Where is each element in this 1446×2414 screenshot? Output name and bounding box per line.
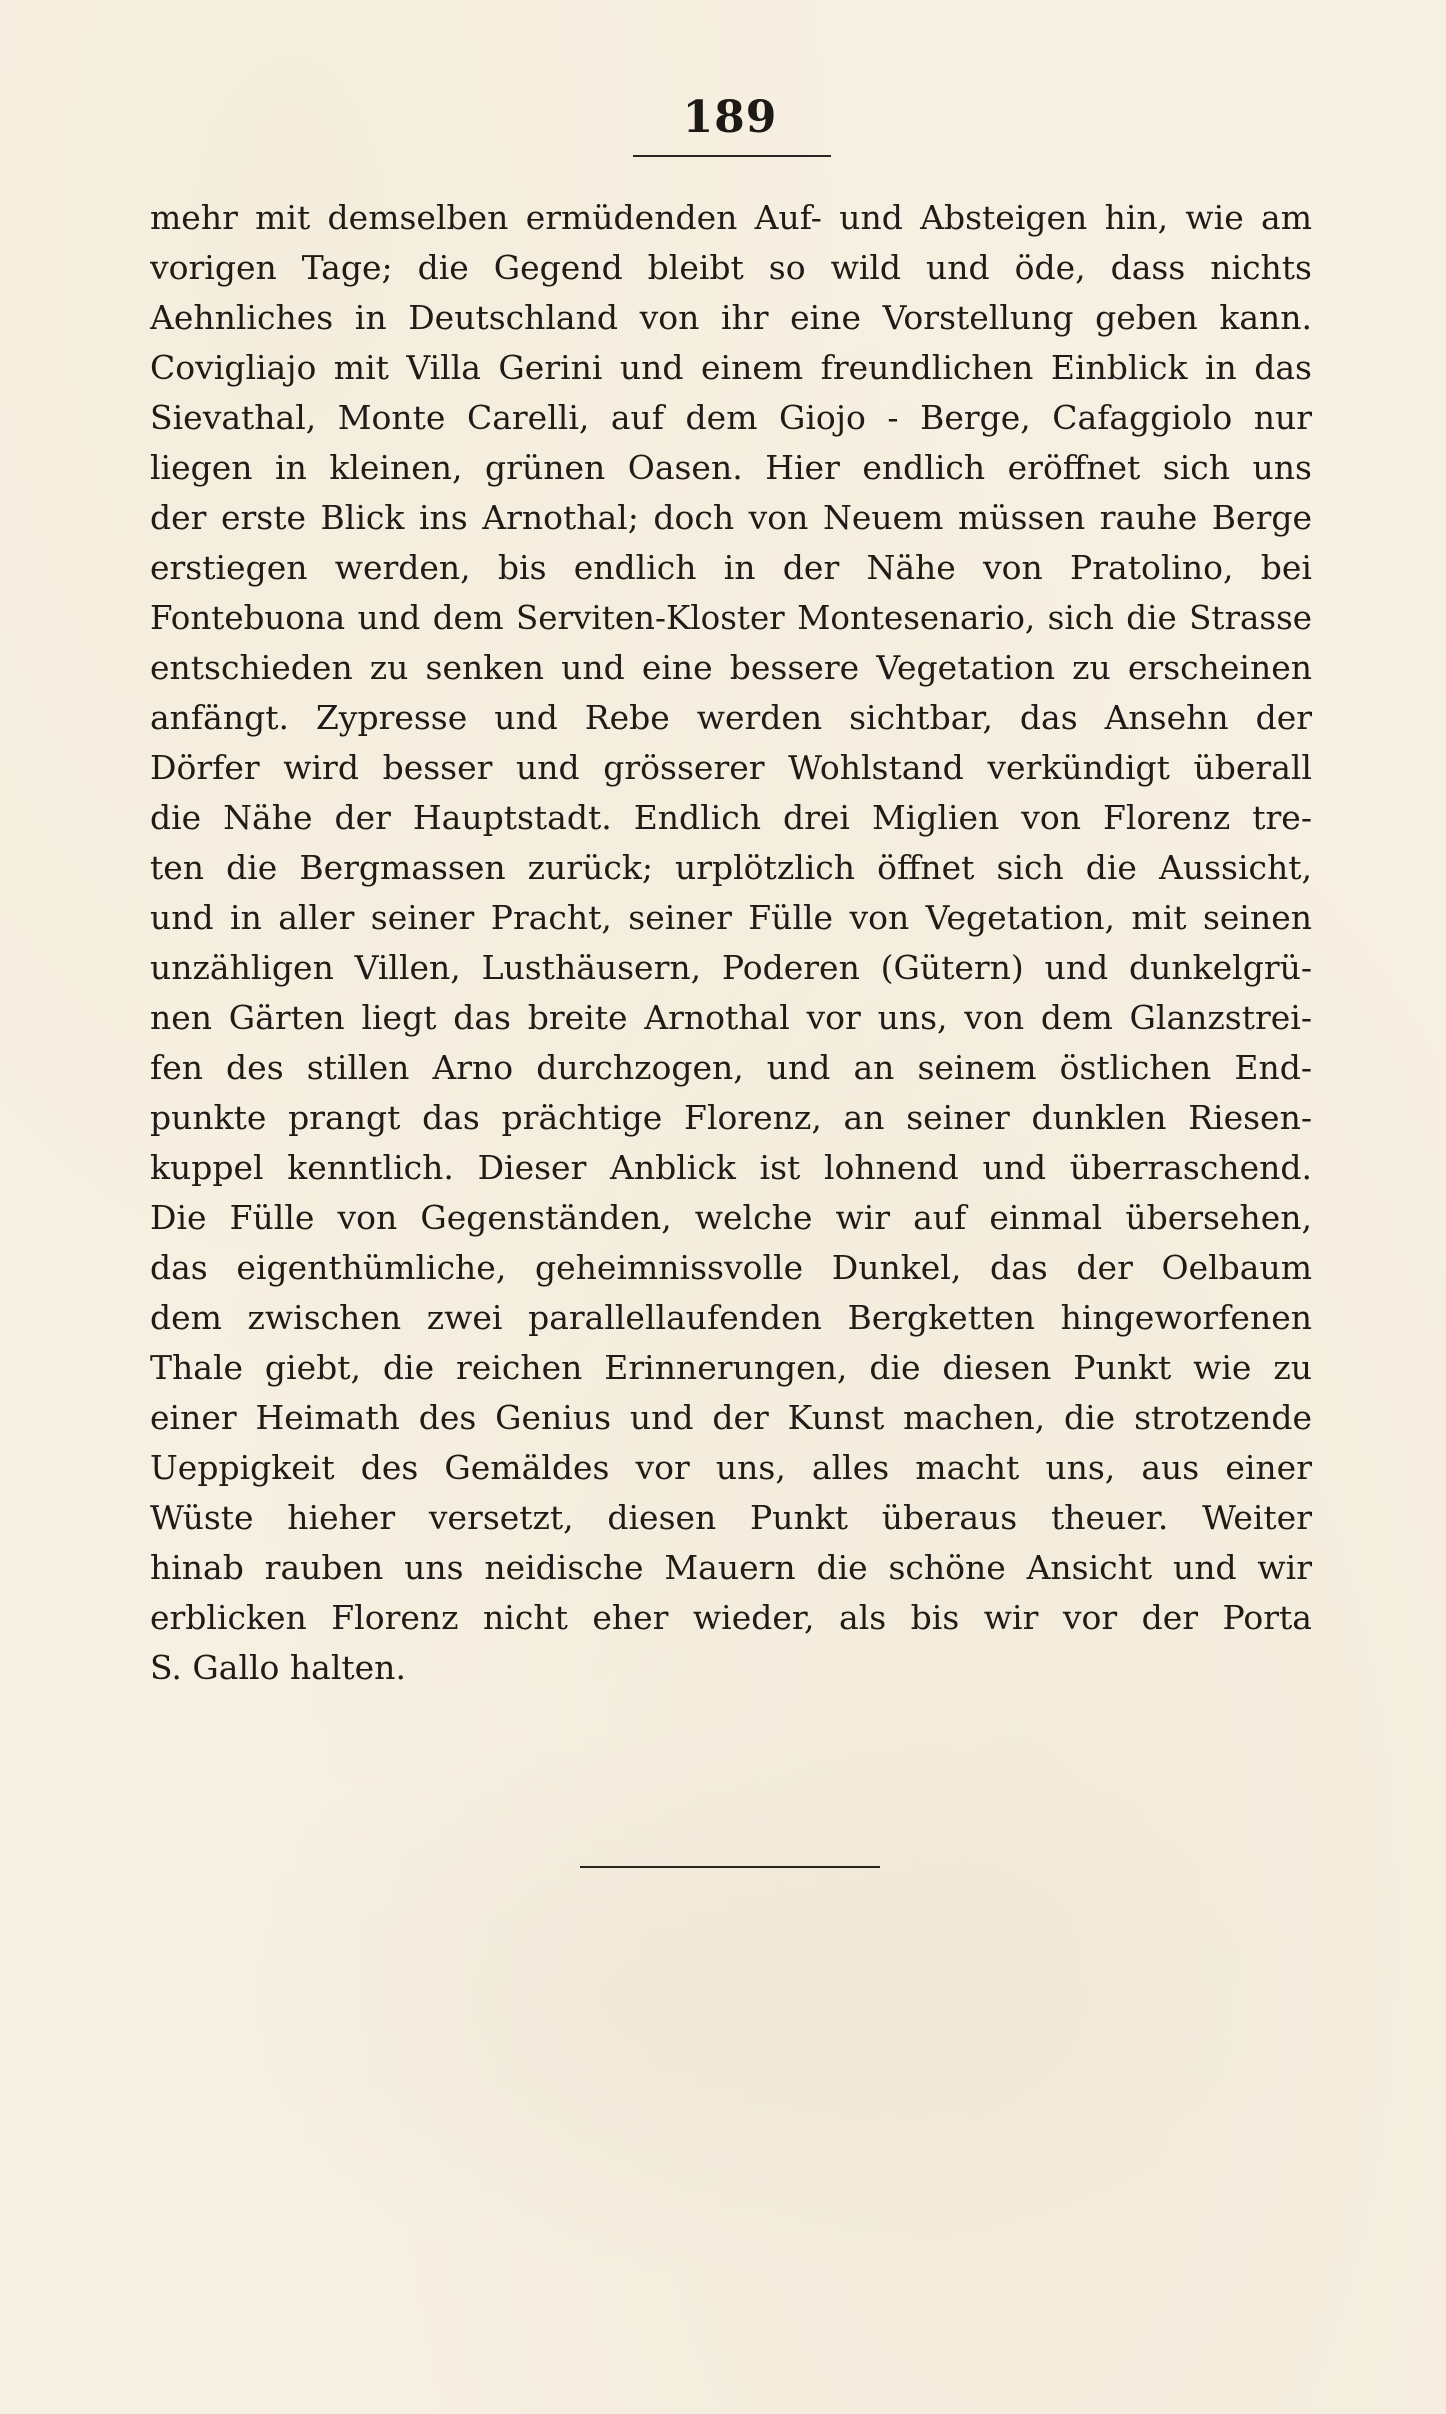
text-line: das eigenthümliche, geheimnissvolle Dunkel, das der Oelbaum xyxy=(150,1248,1312,1287)
text-line: und in aller seiner Pracht, seiner Fülle von Vegetation, mit seinen xyxy=(150,898,1312,937)
text-line: erblicken Florenz nicht eher wieder, als bis wir vor der Porta xyxy=(150,1598,1312,1637)
text-line: einer Heimath des Genius und der Kunst machen, die strotzende xyxy=(150,1398,1312,1437)
text-line: vorigen Tage; die Gegend bleibt so wild und öde, dass nichts xyxy=(150,248,1312,287)
text-line: Die Fülle von Gegenständen, welche wir auf einmal übersehen, xyxy=(150,1198,1312,1237)
text-line: punkte prangt das prächtige Florenz, an seiner dunklen Riesen- xyxy=(150,1098,1312,1137)
text-line: Sievathal, Monte Carelli, auf dem Giojo - Berge, Cafaggiolo nur xyxy=(150,398,1312,437)
text-line: Fontebuona und dem Serviten-Kloster Montesenario, sich die Strasse xyxy=(150,599,1312,637)
header-rule xyxy=(633,155,831,157)
text-line: erstiegen werden, bis endlich in der Nähe von Pratolino, bei xyxy=(150,548,1312,587)
text-line: Dörfer wird besser und grösserer Wohlstand verkündigt überall xyxy=(150,748,1312,787)
reverse-side-bleed xyxy=(130,1720,1330,2280)
text-line: Covigliajo mit Villa Gerini und einem freundlichen Einblick in das xyxy=(150,348,1312,387)
body-paragraph xyxy=(150,193,1312,1693)
text-line: Ueppigkeit des Gemäldes vor uns, alles macht uns, aus einer xyxy=(150,1448,1312,1487)
text-line: nen Gärten liegt das breite Arnothal vor uns, von dem Glanzstrei- xyxy=(150,998,1312,1037)
footer-rule xyxy=(580,1866,880,1868)
text-line: der erste Blick ins Arnothal; doch von Neuem müssen rauhe Berge xyxy=(150,498,1312,537)
text-line: Thale giebt, die reichen Erinnerungen, die diesen Punkt wie zu xyxy=(150,1348,1312,1387)
text-line: mehr mit demselben ermüdenden Auf- und Absteigen hin, wie am xyxy=(150,198,1312,237)
text-line: die Nähe der Hauptstadt. Endlich drei Miglien von Florenz tre- xyxy=(150,798,1312,837)
text-line: dem zwischen zwei parallellaufenden Bergketten hingeworfenen xyxy=(150,1298,1312,1337)
text-line: liegen in kleinen, grünen Oasen. Hier endlich eröffnet sich uns xyxy=(150,448,1312,487)
text-line: fen des stillen Arno durchzogen, und an seinem östlichen End- xyxy=(150,1048,1312,1087)
text-line: kuppel kenntlich. Dieser Anblick ist lohnend und überraschend. xyxy=(150,1148,1312,1187)
text-line: S. Gallo halten. xyxy=(150,1648,406,1687)
text-line: entschieden zu senken und eine bessere Vegetation zu erscheinen xyxy=(150,648,1312,687)
text-line: Aehnliches in Deutschland von ihr eine Vorstellung geben kann. xyxy=(150,298,1312,337)
text-line: unzähligen Villen, Lusthäusern, Poderen (Gütern) und dunkelgrü- xyxy=(150,948,1312,987)
text-line: hinab rauben uns neidische Mauern die schöne Ansicht und wir xyxy=(150,1548,1312,1587)
text-line: anfängt. Zypresse und Rebe werden sichtbar, das Ansehn der xyxy=(150,698,1312,737)
text-line: ten die Bergmassen zurück; urplötzlich öffnet sich die Aussicht, xyxy=(150,848,1312,887)
page-number: 189 xyxy=(682,92,778,143)
text-line: Wüste hieher versetzt, diesen Punkt überaus theuer. Weiter xyxy=(150,1498,1312,1537)
